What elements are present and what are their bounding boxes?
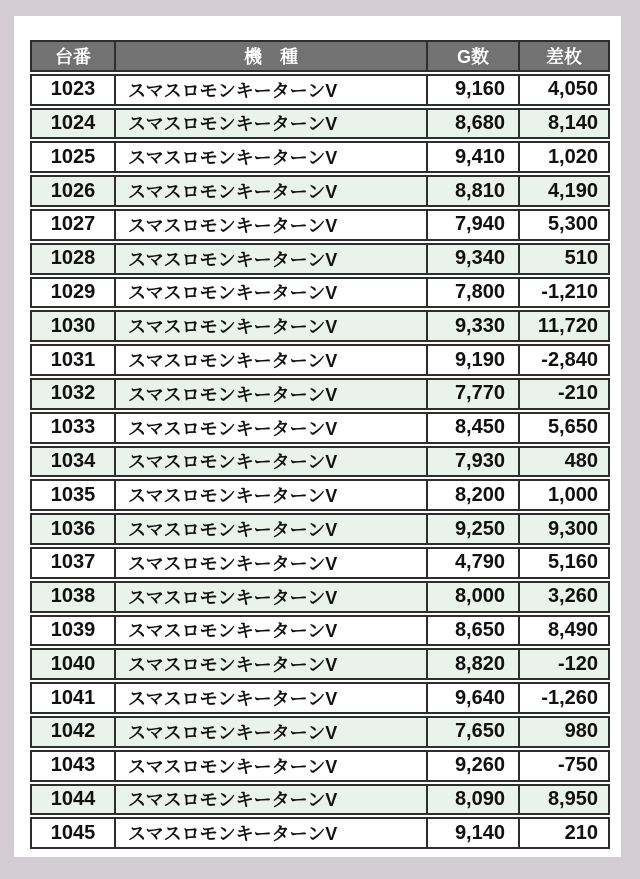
table-row <box>30 750 610 782</box>
game-count-cell: 7,940 <box>428 211 520 239</box>
machine-number-cell: 1024 <box>32 110 116 138</box>
game-count-cell: 8,820 <box>428 650 520 678</box>
table-row <box>30 581 610 613</box>
game-count-cell: 8,650 <box>428 617 520 645</box>
model-name-cell: スマスロモンキーターンV <box>116 718 428 746</box>
game-count-cell: 7,650 <box>428 718 520 746</box>
machine-number-cell: 1029 <box>32 279 116 307</box>
machine-table <box>30 40 610 849</box>
table-row <box>30 108 610 140</box>
table-row <box>30 310 610 342</box>
model-name-cell: スマスロモンキーターンV <box>116 684 428 712</box>
game-count-cell: 8,090 <box>428 786 520 814</box>
game-count-cell: 7,800 <box>428 279 520 307</box>
machine-number-cell: 1039 <box>32 617 116 645</box>
game-count-cell: 8,810 <box>428 177 520 205</box>
diff-medals-cell: 8,950 <box>547 787 598 810</box>
model-name-cell: スマスロモンキーターンV <box>116 279 428 307</box>
machine-number-cell: 1034 <box>32 448 116 476</box>
table-row <box>30 648 610 680</box>
machine-number-cell: 1037 <box>32 549 116 577</box>
model-name-cell: スマスロモンキーターンV <box>116 515 428 543</box>
machine-number-cell: 1040 <box>32 650 116 678</box>
diff-medals-cell: 3,260 <box>547 585 598 608</box>
model-name-cell: スマスロモンキーターンV <box>116 245 428 273</box>
machine-number-cell: 1045 <box>32 819 116 847</box>
diff-medals-cell: 210 <box>564 821 598 844</box>
model-name-cell: スマスロモンキーターンV <box>116 752 428 780</box>
table-row <box>30 446 610 478</box>
diff-medals-cell: 8,490 <box>547 618 598 641</box>
diff-medals-cell: 510 <box>564 247 598 270</box>
machine-number-cell: 1035 <box>32 481 116 509</box>
table-row <box>30 784 610 816</box>
game-count-cell: 9,330 <box>428 312 520 340</box>
machine-number-cell: 1036 <box>32 515 116 543</box>
machine-number-cell: 1038 <box>32 583 116 611</box>
model-name-cell: スマスロモンキーターンV <box>116 549 428 577</box>
game-count-cell: 8,000 <box>428 583 520 611</box>
diff-medals-cell: -1,260 <box>541 686 598 709</box>
diff-medals-cell: -210 <box>557 382 598 405</box>
game-count-cell: 4,790 <box>428 549 520 577</box>
diff-medals-cell: -750 <box>557 754 598 777</box>
diff-medals-cell: 1,020 <box>547 145 598 168</box>
model-name-cell: スマスロモンキーターンV <box>116 481 428 509</box>
table-header-row <box>30 40 610 72</box>
table-row <box>30 682 610 714</box>
game-count-cell: 9,640 <box>428 684 520 712</box>
game-count-cell: 9,340 <box>428 245 520 273</box>
diff-medals-cell: 8,140 <box>547 111 598 134</box>
model-name-cell: スマスロモンキーターンV <box>116 650 428 678</box>
game-count-cell: 9,160 <box>428 76 520 104</box>
machine-number-cell: 1028 <box>32 245 116 273</box>
table-row <box>30 817 610 849</box>
machine-number-cell: 1031 <box>32 346 116 374</box>
col-header-model: 機 種 <box>116 42 428 70</box>
model-name-cell: スマスロモンキーターンV <box>116 312 428 340</box>
game-count-cell: 9,250 <box>428 515 520 543</box>
model-name-cell: スマスロモンキーターンV <box>116 110 428 138</box>
machine-number-cell: 1030 <box>32 312 116 340</box>
table-row <box>30 513 610 545</box>
machine-number-cell: 1033 <box>32 414 116 442</box>
game-count-cell: 7,930 <box>428 448 520 476</box>
game-count-cell: 8,450 <box>428 414 520 442</box>
table-row <box>30 175 610 207</box>
diff-medals-cell: -120 <box>557 652 598 675</box>
diff-medals-cell: 11,720 <box>537 314 598 337</box>
model-name-cell: スマスロモンキーターンV <box>116 819 428 847</box>
diff-medals-cell: 5,300 <box>547 213 598 236</box>
machine-number-cell: 1027 <box>32 211 116 239</box>
table-row <box>30 209 610 241</box>
table-row <box>30 141 610 173</box>
model-name-cell: スマスロモンキーターンV <box>116 786 428 814</box>
col-header-diff-medals: 差枚 <box>546 46 582 67</box>
model-name-cell: スマスロモンキーターンV <box>116 177 428 205</box>
model-name-cell: スマスロモンキーターンV <box>116 617 428 645</box>
table-row <box>30 243 610 275</box>
diff-medals-cell: 4,190 <box>547 179 598 202</box>
game-count-cell: 9,260 <box>428 752 520 780</box>
diff-medals-cell: -1,210 <box>541 280 598 303</box>
model-name-cell: スマスロモンキーターンV <box>116 414 428 442</box>
diff-medals-cell: 480 <box>564 449 598 472</box>
machine-number-cell: 1044 <box>32 786 116 814</box>
game-count-cell: 8,200 <box>428 481 520 509</box>
machine-number-cell: 1041 <box>32 684 116 712</box>
machine-number-cell: 1023 <box>32 76 116 104</box>
table-row <box>30 547 610 579</box>
col-header-game-count: G数 <box>428 42 520 70</box>
col-header-machine-number: 台番 <box>32 42 116 70</box>
model-name-cell: スマスロモンキーターンV <box>116 583 428 611</box>
machine-number-cell: 1042 <box>32 718 116 746</box>
machine-number-cell: 1026 <box>32 177 116 205</box>
machine-number-cell: 1032 <box>32 380 116 408</box>
diff-medals-cell: 4,050 <box>547 78 598 101</box>
diff-medals-cell: 5,160 <box>547 551 598 574</box>
machine-number-cell: 1025 <box>32 143 116 171</box>
diff-medals-cell: 1,000 <box>547 483 598 506</box>
model-name-cell: スマスロモンキーターンV <box>116 448 428 476</box>
table-row <box>30 412 610 444</box>
model-name-cell: スマスロモンキーターンV <box>116 380 428 408</box>
table-row <box>30 74 610 106</box>
table-row <box>30 716 610 748</box>
diff-medals-cell: -2,840 <box>541 348 598 371</box>
diff-medals-cell: 980 <box>564 720 598 743</box>
diff-medals-cell: 5,650 <box>547 416 598 439</box>
model-name-cell: スマスロモンキーターンV <box>116 346 428 374</box>
table-row <box>30 479 610 511</box>
game-count-cell: 9,410 <box>428 143 520 171</box>
game-count-cell: 8,680 <box>428 110 520 138</box>
sheet <box>14 16 621 857</box>
game-count-cell: 9,190 <box>428 346 520 374</box>
game-count-cell: 9,140 <box>428 819 520 847</box>
game-count-cell: 7,770 <box>428 380 520 408</box>
machine-number-cell: 1043 <box>32 752 116 780</box>
model-name-cell: スマスロモンキーターンV <box>116 143 428 171</box>
table-row <box>30 378 610 410</box>
table-row <box>30 277 610 309</box>
model-name-cell: スマスロモンキーターンV <box>116 211 428 239</box>
table-row <box>30 344 610 376</box>
table-row <box>30 615 610 647</box>
diff-medals-cell: 9,300 <box>547 517 598 540</box>
model-name-cell: スマスロモンキーターンV <box>116 76 428 104</box>
